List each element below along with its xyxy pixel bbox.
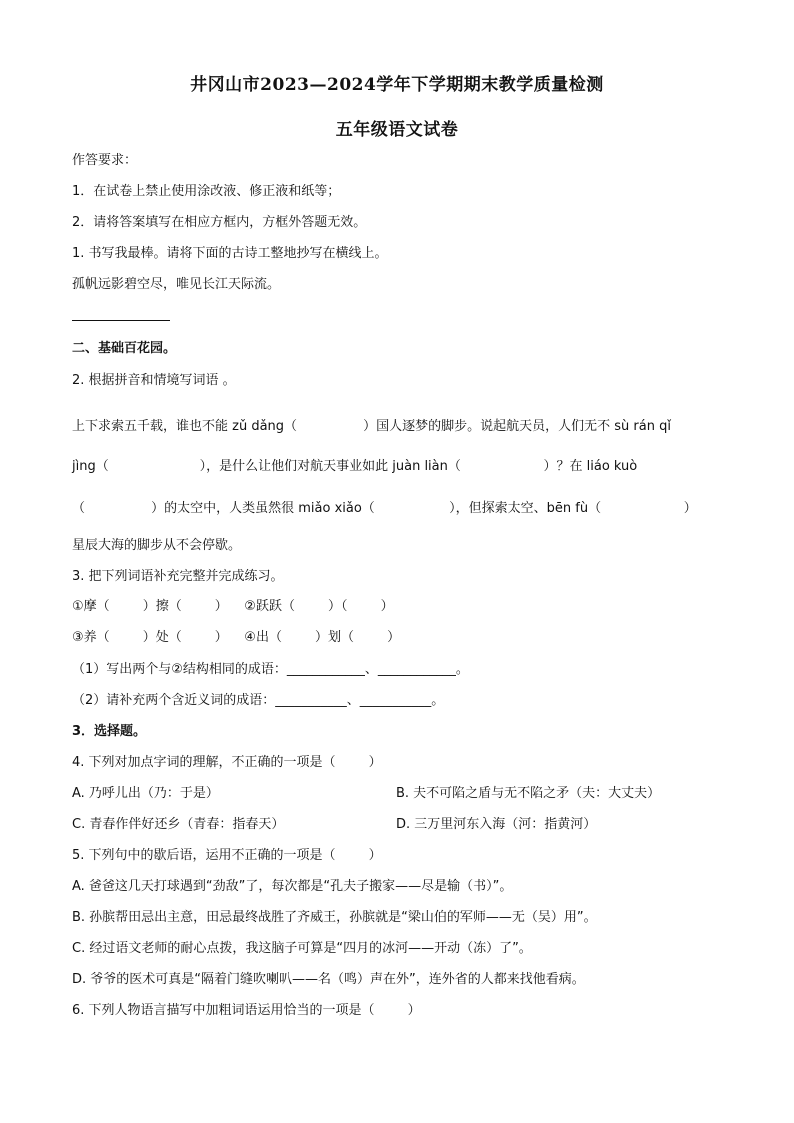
question-1-answer-line[interactable] — [72, 320, 170, 321]
section-3-heading: 3．选择题。 — [72, 724, 147, 739]
question-5-option-d[interactable]: D. 爷爷的医术可真是“隔着门缝吹喇叭——名（鸣）声在外”，连外省的人都来找他看病。 — [72, 972, 585, 987]
question-4-option-a[interactable]: A. 乃呼儿出（乃：于是） — [72, 786, 219, 801]
instruction-item-2: 2．请将答案填写在相应方框内，方框外答题无效。 — [72, 215, 367, 230]
question-3-prompt: 3. 把下列词语补充完整并完成练习。 — [72, 569, 284, 584]
question-2-line-3: （ ）的太空中，人类虽然很 miǎo xiǎo（ ），但探索太空、bēn fù（ ） — [72, 501, 697, 516]
question-3-row-2: ③养（ ）处（ ） ④出（ ）划（ ） — [72, 630, 401, 645]
question-4-option-b[interactable]: B. 夫不可陷之盾与无不陷之矛（夫：大丈夫） — [396, 786, 661, 801]
question-5-option-a[interactable]: A. 爸爸这几天打球遇到“劲敌”了，每次都是“孔夫子搬家——尽是输（书）”。 — [72, 879, 513, 894]
question-5-prompt: 5. 下列句中的歇后语，运用不正确的一项是（ ） — [72, 848, 382, 863]
exam-subtitle: 五年级语文试卷 — [335, 120, 459, 140]
question-3-sub-1: （1）写出两个与②结构相同的成语：____________、____________。 — [72, 662, 469, 677]
exam-title: 井冈山市2023—2024学年下学期期末教学质量检测 — [190, 75, 604, 95]
question-2-prompt: 2. 根据拼音和情境写词语 。 — [72, 373, 236, 388]
question-4-prompt: 4. 下列对加点字词的理解，不正确的一项是（ ） — [72, 755, 382, 770]
question-6-prompt: 6. 下列人物语言描写中加粗词语运用恰当的一项是（ ） — [72, 1003, 421, 1018]
question-1-prompt: 1. 书写我最棒。请将下面的古诗工整地抄写在横线上。 — [72, 246, 388, 261]
question-1-poem: 孤帆远影碧空尽，唯见长江天际流。 — [72, 277, 281, 292]
question-5-option-b[interactable]: B. 孙膑帮田忌出主意，田忌最终战胜了齐威王，孙膑就是“梁山伯的军师——无（吴）用”。 — [72, 910, 597, 925]
question-3-row-1: ①摩（ ）擦（ ） ②跃跃（ ）（ ） — [72, 599, 394, 614]
section-2-heading: 二、基础百花园。 — [72, 341, 177, 356]
instruction-item-1: 1．在试卷上禁止使用涂改液、修正液和纸等； — [72, 184, 341, 199]
question-2-line-1: 上下求索五千载，谁也不能 zǔ dǎng（ ）国人逐梦的脚步。说起航天员，人们无不 sù rán qǐ — [72, 419, 671, 434]
question-3-sub-2: （2）请补充两个含近义词的成语：___________、___________。 — [72, 693, 445, 708]
question-5-option-c[interactable]: C. 经过语文老师的耐心点拨，我这脑子可算是“四月的冰河——开动（冻）了”。 — [72, 941, 532, 956]
instructions-heading: 作答要求： — [72, 153, 138, 168]
question-4-option-c[interactable]: C. 青春作伴好还乡（青春：指春天） — [72, 817, 285, 832]
question-4-option-d[interactable]: D. 三万里河东入海（河：指黄河） — [396, 817, 597, 832]
question-2-line-2: jìng（ ），是什么让他们对航天事业如此 juàn liàn（ ）？在 liáo kuò — [72, 459, 638, 474]
question-2-line-4: 星辰大海的脚步从不会停歇。 — [72, 538, 242, 553]
